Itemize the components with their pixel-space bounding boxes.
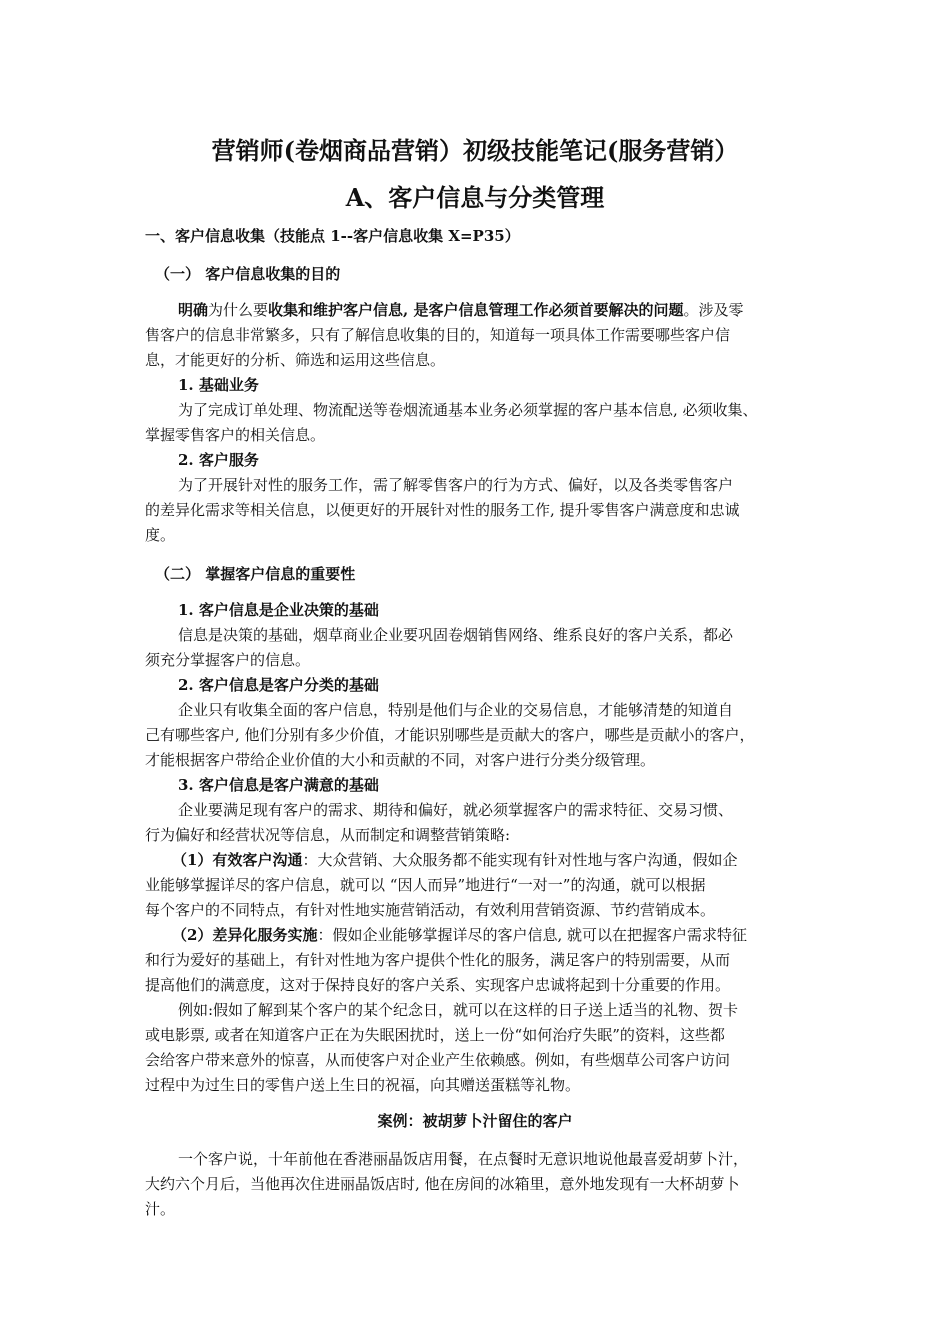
paragraph-line: 的差异化需求等相关信息，以便更好的开展针对性的服务工作, 提升零售客户满意度和忠诚 bbox=[145, 501, 740, 519]
paragraph-line: 每个客户的不同特点，有针对性地实施营销活动，有效利用营销资源、节约营销成本。 bbox=[145, 901, 716, 919]
paragraph-line bbox=[172, 925, 747, 945]
paragraph-line: 业能够掌握详尽的客户信息，就可以 “因人而异”地进行“一对一”的沟通，就可以根据 bbox=[145, 876, 706, 894]
document-title: 营销师(卷烟商品营销）初级技能笔记(服务营销） bbox=[211, 136, 739, 165]
paragraph-line: 须充分掌握客户的信息。 bbox=[145, 651, 311, 669]
paragraph-line: 汁。 bbox=[145, 1200, 176, 1218]
paragraph-line: 才能根据客户带给企业价值的大小和贡献的不同，对客户进行分类分级管理。 bbox=[145, 751, 656, 769]
paragraph-line: 为了开展针对性的服务工作，需了解零售客户的行为方式、偏好，以及各类零售客户 bbox=[178, 476, 734, 494]
paragraph-line: 息，才能更好的分析、筛选和运用这些信息。 bbox=[145, 351, 446, 369]
paragraph-line: 过程中为过生日的零售户送上生日的祝福，向其赠送蛋糕等礼物。 bbox=[145, 1076, 581, 1094]
paragraph-line: 和行为爱好的基础上，有针对性地为客户提供个性化的服务，满足客户的特别需要，从而 bbox=[145, 951, 731, 969]
paragraph-line: 为了完成订单处理、物流配送等卷烟流通基本业务必须掌握的客户基本信息, 必须收集、 bbox=[178, 401, 758, 419]
section-heading: 一、客户信息收集（技能点 1--客户信息收集 X=P35） bbox=[145, 227, 520, 245]
text: 。涉及零 bbox=[683, 301, 744, 319]
paragraph-line: 己有哪些客户, 他们分别有多少价值，才能识别哪些是贡献大的客户，哪些是贡献小的客户， bbox=[145, 726, 755, 744]
item-heading: 2. 客户信息是客户分类的基础 bbox=[178, 676, 379, 694]
paragraph-line: 一个客户说，十年前他在香港丽晶饭店用餐，在点餐时无意识地说他最喜爱胡萝卜汁， bbox=[178, 1150, 749, 1168]
paragraph-line: 度。 bbox=[145, 526, 176, 544]
bold-text: 明确 bbox=[178, 301, 209, 319]
paragraph-line: 信息是决策的基础，烟草商业企业要巩固卷烟销售网络、维系良好的客户关系，都必 bbox=[178, 626, 734, 644]
bold-text: （1）有效客户沟通 bbox=[172, 851, 303, 869]
paragraph-line bbox=[172, 850, 737, 870]
subsection-heading: （一） 客户信息收集的目的 bbox=[155, 265, 341, 283]
document-subtitle: A、客户信息与分类管理 bbox=[345, 183, 605, 212]
item-heading: 2. 客户服务 bbox=[178, 451, 259, 469]
text: ：假如企业能够掌握详尽的客户信息, 就可以在把握客户需求特征 bbox=[317, 926, 747, 944]
text: ：大众营销、大众服务都不能实现有针对性地与客户沟通，假如企 bbox=[302, 851, 738, 869]
paragraph-line bbox=[178, 300, 744, 320]
paragraph-line: 掌握零售客户的相关信息。 bbox=[145, 426, 326, 444]
paragraph-line: 例如:假如了解到某个客户的某个纪念日，就可以在这样的日子送上适当的礼物、贺卡 bbox=[178, 1001, 739, 1019]
item-heading: 1. 客户信息是企业决策的基础 bbox=[178, 601, 379, 619]
item-heading: 1. 基础业务 bbox=[178, 376, 259, 394]
paragraph-line: 会给客户带来意外的惊喜，从而使客户对企业产生依赖感。例如，有些烟草公司客户访问 bbox=[145, 1051, 731, 1069]
case-heading: 案例：被胡萝卜汁留住的客户 bbox=[377, 1112, 573, 1130]
paragraph-line: 企业要满足现有客户的需求、期待和偏好，就必须掌握客户的需求特征、交易习惯、 bbox=[178, 801, 734, 819]
paragraph-line: 大约六个月后，当他再次住进丽晶饭店时, 他在房间的冰箱里，意外地发现有一大杯胡萝卜 bbox=[145, 1175, 740, 1193]
text: 为什么要 bbox=[208, 301, 269, 319]
paragraph-line: 行为偏好和经营状况等信息，从而制定和调整营销策略: bbox=[145, 826, 511, 844]
paragraph-line: 提高他们的满意度，这对于保持良好的客户关系、实现客户忠诚将起到十分重要的作用。 bbox=[145, 976, 731, 994]
paragraph-line: 或电影票, 或者在知道客户正在为失眠困扰时，送上一份“如何治疗失眠”的资料，这些都 bbox=[145, 1026, 725, 1044]
subsection-heading: （二） 掌握客户信息的重要性 bbox=[155, 565, 356, 583]
bold-text: （2）差异化服务实施 bbox=[172, 926, 318, 944]
bold-text: 收集和维护客户信息, 是客户信息管理工作必须首要解决的问题 bbox=[268, 301, 684, 319]
paragraph-line: 企业只有收集全面的客户信息，特别是他们与企业的交易信息，才能够清楚的知道自 bbox=[178, 701, 734, 719]
item-heading: 3. 客户信息是客户满意的基础 bbox=[178, 776, 379, 794]
paragraph-line: 售客户的信息非常繁多，只有了解信息收集的目的，知道每一项具体工作需要哪些客户信 bbox=[145, 326, 731, 344]
